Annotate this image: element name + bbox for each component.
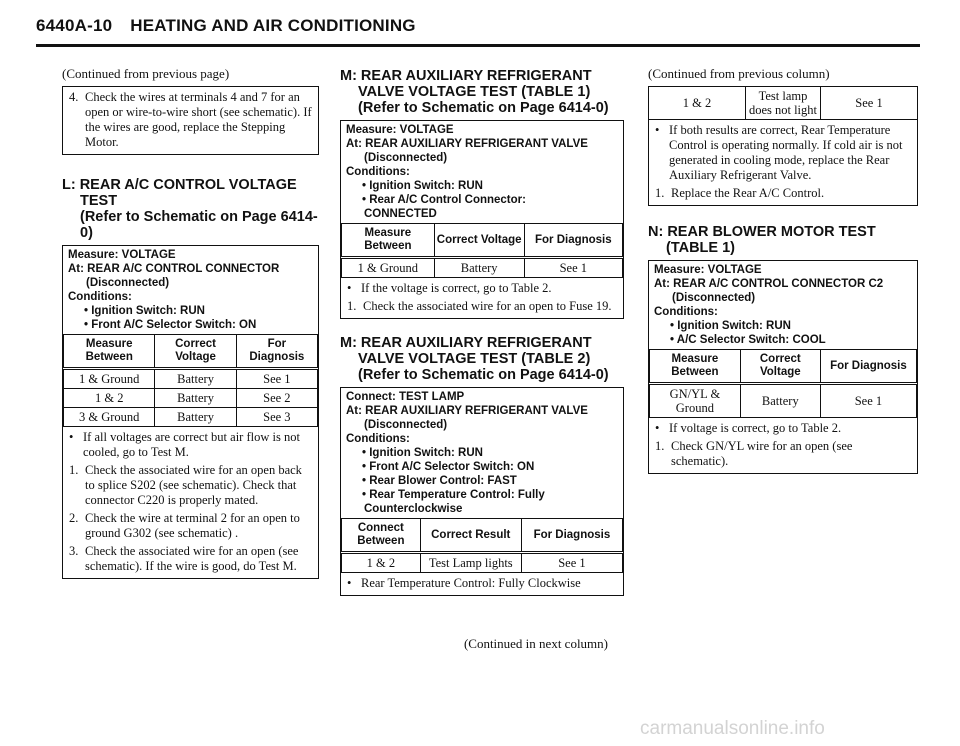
table-row: 1 & Ground Battery See 1 xyxy=(342,258,623,278)
column-3 xyxy=(648,66,918,474)
step-4-box xyxy=(62,86,319,155)
column-1 xyxy=(62,66,319,579)
test-n-box: Measure: VOLTAGE At: REAR A/C CONTROL CONNECTOR C2 (Disconnected) Conditions: • Ignition Switch: RUN • A/C Selector Switch: COOL Measure Between Correct Voltage For Diagnosis GN/YL & Ground Battery See 1 • If voltage is correct, go to Table 2. 1. Check GN/YL wire for an open (see schematic). xyxy=(648,260,918,474)
test-n-title: N: REAR BLOWER MOTOR TEST (TABLE 1) xyxy=(648,224,876,256)
test-m2-box: Connect: TEST LAMP At: REAR AUXILIARY REFRIGERANT VALVE (Disconnected) Conditions: • Ignition Switch: RUN • Front A/C Selector Switch: ON • Rear Blower Control: FAST • Rear Temperature Control: Fully Counterclockwise Connect Between Correct Result For Diagnosis 1 & 2 Test Lamp lights See 1 • Rear Temperature Control: Fully Clockwise xyxy=(340,387,624,596)
measure-block: Measure: VOLTAGE At: REAR A/C CONTROL CONNECTOR (Disconnected) Conditions: • Ignition Switch: RUN • Front A/C Selector Switch: ON xyxy=(68,249,280,331)
table-row: 3 & Ground Battery See 3 xyxy=(64,408,318,427)
continued-note: (Continued from previous page) xyxy=(62,66,230,81)
continued-note: (Continued from previous column) xyxy=(648,66,830,81)
table-row: 1 & 2 Battery See 2 xyxy=(64,389,318,408)
voltage-table xyxy=(63,334,318,427)
test-m1-title: M: REAR AUXILIARY REFRIGERANT VALVE VOLTAGE TEST (TABLE 1) (Refer to Schematic on Page 6414-0) xyxy=(340,68,609,116)
page-number: 6440A-10 xyxy=(36,16,113,35)
col-header: For Diagnosis xyxy=(236,335,317,369)
voltage-table: Measure Between Correct Voltage For Diagnosis 1 & Ground Battery See 1 xyxy=(341,223,623,278)
test-m2-title: M: REAR AUXILIARY REFRIGERANT VALVE VOLTAGE TEST (TABLE 2) (Refer to Schematic on Page 6414-0) xyxy=(340,335,609,383)
table-row: 1 & 2 Test lamp does not light See 1 xyxy=(649,87,917,120)
test-lamp-table: Connect Between Correct Result For Diagnosis 1 & 2 Test Lamp lights See 1 xyxy=(341,518,623,573)
diagnosis-notes: • If all voltages are correct but air flow is not cooled, go to Test M. 1. Check the associated wire for an open back to splice S202 (see schematic). Check that connector C220 is properly mated. 2. Check the wire at terminal 2 for an open to ground G302 (see schematic) . 3. Check the associated wire for an open (see schematic). If the wire is good, do Test M. xyxy=(69,430,302,573)
page-title: HEATING AND AIR CONDITIONING xyxy=(130,16,416,35)
header-rule xyxy=(36,44,920,47)
test-m1-box: Measure: VOLTAGE At: REAR AUXILIARY REFRIGERANT VALVE (Disconnected) Conditions: • Ignition Switch: RUN • Rear A/C Control Connector: CONNECTED Measure Between Correct Voltage For Diagnosis 1 & Ground Battery See 1 • If the voltage is correct, go to Table 2. 1. Check the associated wire for an open to Fuse 19. xyxy=(340,120,624,319)
table-row: GN/YL & Ground Battery See 1 xyxy=(650,384,917,418)
test-l-box xyxy=(62,245,319,579)
voltage-table: Measure Between Correct Voltage For Diagnosis GN/YL & Ground Battery See 1 xyxy=(649,349,917,418)
continued-table-box: 1 & 2 Test lamp does not light See 1 • If both results are correct, Rear Temperature Control is operating normally. If cold air is not generated in cooling mode, replace the Rear Auxiliary Refrigerant Valve. 1. Replace the Rear A/C Control. xyxy=(648,86,918,206)
col-header: Correct Voltage xyxy=(155,335,236,369)
column-2 xyxy=(340,68,624,596)
col-header: Measure Between xyxy=(64,335,155,369)
test-l-title: L: REAR A/C CONTROL VOLTAGE TEST (Refer to Schematic on Page 6414-0) xyxy=(62,177,318,241)
table-row: 1 & 2 Test Lamp lights See 1 xyxy=(342,553,623,573)
table-row: 1 & Ground Battery See 1 xyxy=(64,369,318,389)
continued-next-note: (Continued in next column) xyxy=(463,636,608,651)
step-text: Check the wires at terminals 4 and 7 for an open or wire-to-wire short (see schematic). If the wires are good, replace the Stepping Motor. xyxy=(85,90,312,149)
page-header xyxy=(36,16,416,36)
step-number: 4. xyxy=(69,90,79,104)
watermark: carmanualsonline.info xyxy=(640,718,825,739)
